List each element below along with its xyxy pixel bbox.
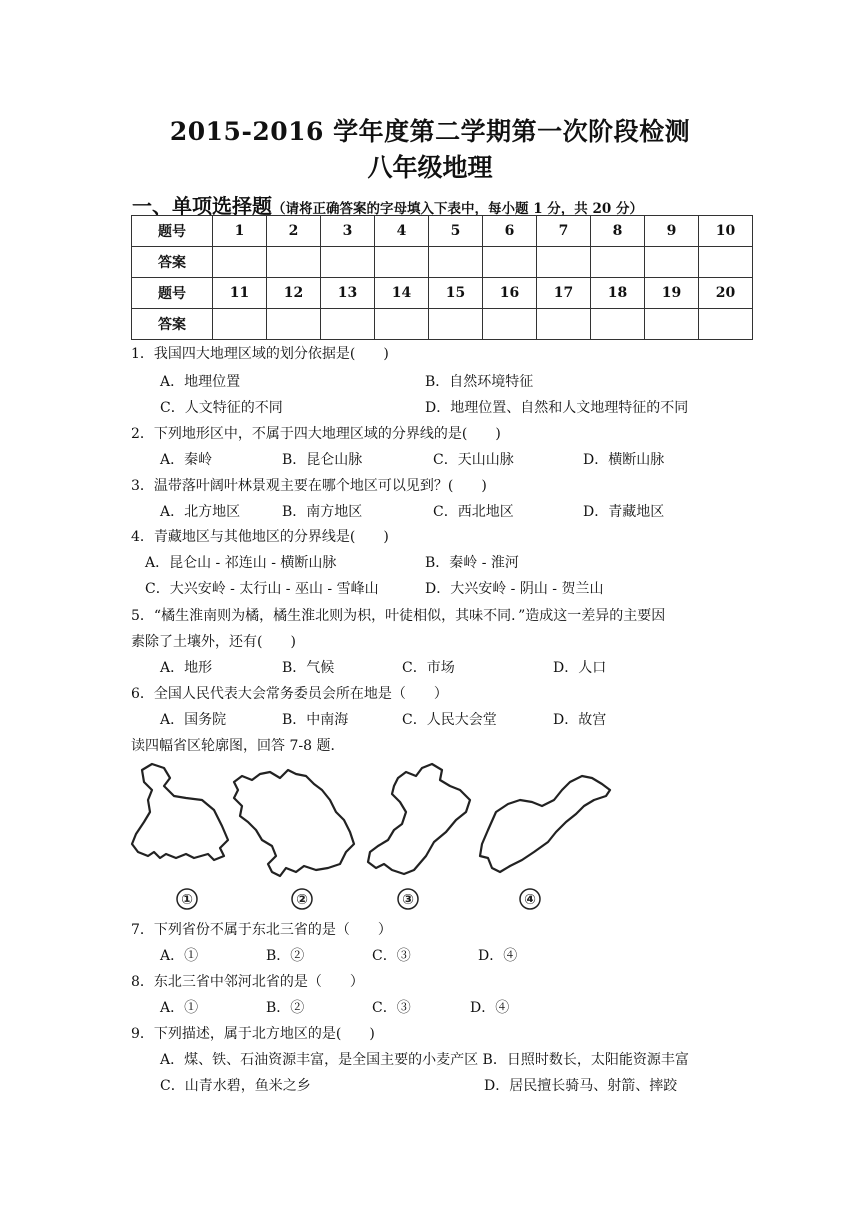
map-label-4: ④: [524, 892, 536, 908]
table-cell: 3: [321, 216, 375, 247]
q5-option-b: B．气候: [282, 660, 335, 676]
table-row: [132, 309, 753, 340]
q2-option-b: B．昆仑山脉: [282, 452, 363, 468]
q8-option-c: C．③: [372, 1000, 411, 1016]
table-cell: 17: [537, 278, 591, 309]
q3-option-c: C．西北地区: [433, 504, 514, 520]
table-cell: 5: [429, 216, 483, 247]
question-6-stem: 6．全国人民代表大会常务委员会所在地是（ ）: [131, 686, 448, 702]
question-3-stem: 3．温带落叶阔叶林景观主要在哪个地区可以见到？( ): [131, 478, 487, 494]
map-label-3: ③: [402, 892, 414, 908]
answer-cell[interactable]: [483, 247, 537, 278]
question-5-stem-cont: 素除了土壤外，还有( ): [131, 634, 296, 650]
q7-option-b: B．②: [266, 948, 305, 964]
q6-option-a: A．国务院: [160, 712, 227, 728]
section-title: 一、单项选择题: [132, 194, 272, 218]
question-4-stem: 4．青藏地区与其他地区的分界线是( ): [131, 529, 389, 545]
question-2-stem: 2．下列地形区中，不属于四大地理区域的分界线的是( ): [131, 426, 501, 442]
q2-option-c: C．天山山脉: [433, 452, 514, 468]
q2-option-d: D．横断山脉: [583, 452, 665, 468]
q6-option-b: B．中南海: [282, 712, 349, 728]
table-cell: 答案: [132, 247, 213, 278]
q8-option-b: B．②: [266, 1000, 305, 1016]
table-cell: 19: [645, 278, 699, 309]
table-cell: 9: [645, 216, 699, 247]
map-intro: 读四幅省区轮廓图，回答 7-8 题．: [131, 738, 345, 754]
question-7-stem: 7．下列省份不属于东北三省的是（ ）: [131, 922, 392, 938]
answer-cell[interactable]: [537, 247, 591, 278]
answer-cell[interactable]: [537, 309, 591, 340]
answer-cell[interactable]: [321, 309, 375, 340]
answer-cell[interactable]: [699, 309, 753, 340]
table-cell: 题号: [132, 278, 213, 309]
answer-cell[interactable]: [321, 247, 375, 278]
q4-option-a: A．昆仑山 - 祁连山 - 横断山脉: [145, 555, 337, 571]
answer-cell[interactable]: [267, 247, 321, 278]
q1-option-d: D．地理位置、自然和人文地理特征的不同: [425, 400, 689, 416]
q7-option-d: D．④: [478, 948, 518, 964]
answer-cell[interactable]: [429, 247, 483, 278]
question-9-stem: 9．下列描述，属于北方地区的是( ): [131, 1026, 375, 1042]
table-cell: 16: [483, 278, 537, 309]
province-outline-1: [132, 764, 228, 860]
map-label-2: ②: [296, 892, 308, 908]
table-cell: 10: [699, 216, 753, 247]
q3-option-a: A．北方地区: [160, 504, 241, 520]
table-cell: 18: [591, 278, 645, 309]
question-1-stem: 1．我国四大地理区域的划分依据是( ): [131, 346, 389, 362]
q1-option-b: B．自然环境特征: [425, 374, 534, 390]
page-subtitle: 八年级地理: [367, 153, 493, 182]
answer-cell[interactable]: [699, 247, 753, 278]
q5-option-d: D．人口: [553, 660, 607, 676]
q9-option-c: C．山青水碧，鱼米之乡: [160, 1078, 311, 1094]
province-outline-maps: [130, 760, 620, 920]
q5-option-c: C．市场: [402, 660, 455, 676]
answer-cell[interactable]: [645, 309, 699, 340]
answer-cell[interactable]: [375, 309, 429, 340]
q6-option-d: D．故宫: [553, 712, 607, 728]
q1-option-a: A．地理位置: [160, 374, 241, 390]
map-label-1: ①: [181, 892, 193, 908]
table-cell: 11: [213, 278, 267, 309]
q3-option-d: D．青藏地区: [583, 504, 665, 520]
table-cell: 20: [699, 278, 753, 309]
page-title: 2015-2016 学年度第二学期第一次阶段检测: [169, 117, 691, 146]
province-outline-3: [368, 764, 470, 874]
q5-option-a: A．地形: [160, 660, 213, 676]
answer-cell[interactable]: [591, 247, 645, 278]
q3-option-b: B．南方地区: [282, 504, 363, 520]
q1-option-c: C．人文特征的不同: [160, 400, 283, 416]
q6-option-c: C．人民大会堂: [402, 712, 497, 728]
q9-option-d: D．居民擅长骑马、射箭、摔跤: [484, 1078, 678, 1094]
q7-option-c: C．③: [372, 948, 411, 964]
answer-cell[interactable]: [429, 309, 483, 340]
table-cell: 答案: [132, 309, 213, 340]
question-5-stem: 5．“橘生淮南则为橘，橘生淮北则为枳，叶徒相似，其味不同．”造成这一差异的主要因: [131, 608, 666, 624]
table-cell: 1: [213, 216, 267, 247]
answer-cell[interactable]: [213, 247, 267, 278]
table-cell: 4: [375, 216, 429, 247]
answer-cell[interactable]: [483, 309, 537, 340]
answer-cell[interactable]: [267, 309, 321, 340]
table-cell: 12: [267, 278, 321, 309]
section-note: （请将正确答案的字母填入下表中，每小题 1 分，共 20 分）: [272, 201, 643, 217]
table-cell: 8: [591, 216, 645, 247]
answer-cell[interactable]: [591, 309, 645, 340]
table-cell: 2: [267, 216, 321, 247]
province-outline-2: [234, 770, 354, 876]
q2-option-a: A．秦岭: [160, 452, 213, 468]
table-cell: 7: [537, 216, 591, 247]
table-cell: 题号: [132, 216, 213, 247]
table-cell: 15: [429, 278, 483, 309]
q4-option-c: C．大兴安岭 - 太行山 - 巫山 - 雪峰山: [145, 581, 379, 597]
table-cell: 13: [321, 278, 375, 309]
q8-option-a: A．①: [160, 1000, 199, 1016]
table-row: [132, 216, 753, 247]
q4-option-d: D．大兴安岭 - 阴山 - 贺兰山: [425, 581, 604, 597]
q4-option-b: B．秦岭 - 淮河: [425, 555, 519, 571]
answer-cell[interactable]: [645, 247, 699, 278]
table-row: [132, 278, 753, 309]
answer-cell[interactable]: [375, 247, 429, 278]
q7-option-a: A．①: [160, 948, 199, 964]
table-cell: 14: [375, 278, 429, 309]
table-row: [132, 247, 753, 278]
question-8-stem: 8．东北三省中邻河北省的是（ ）: [131, 974, 364, 990]
answer-table: [131, 215, 753, 340]
table-cell: 6: [483, 216, 537, 247]
province-outline-4: [480, 776, 610, 872]
q8-option-d: D．④: [470, 1000, 510, 1016]
q9-options-a-b: A．煤、铁、石油资源丰富，是全国主要的小麦产区 B．日照时数长，太阳能资源丰富: [160, 1052, 689, 1068]
answer-cell[interactable]: [213, 309, 267, 340]
